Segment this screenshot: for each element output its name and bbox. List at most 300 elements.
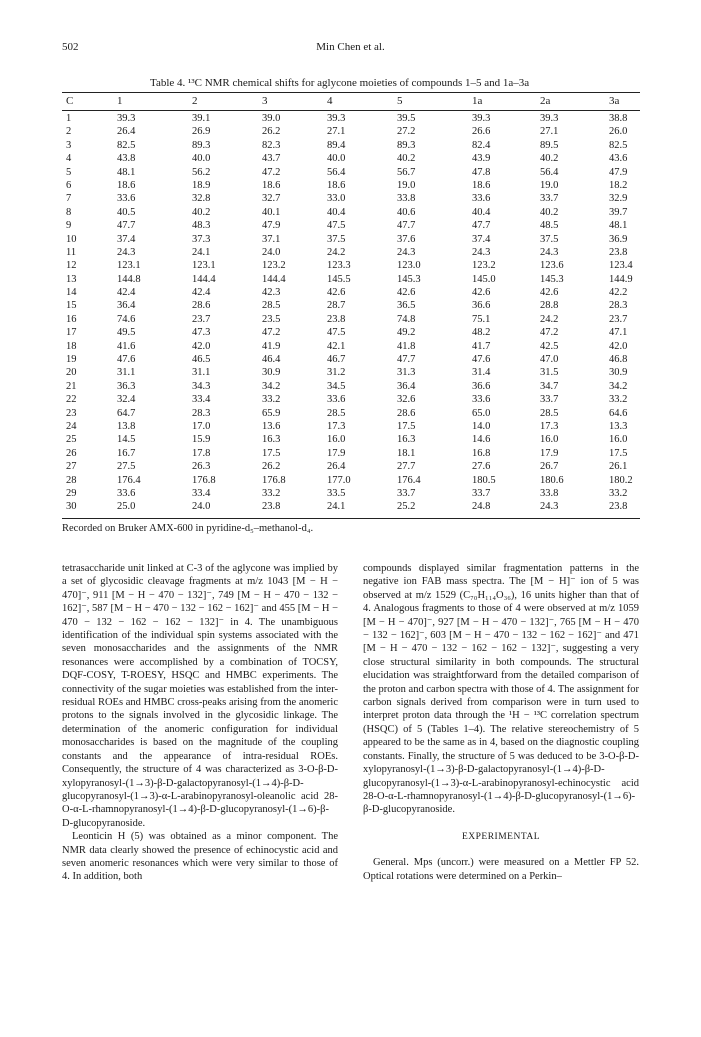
- shift-cell: 33.6: [472, 394, 491, 406]
- shift-cell: 82.5: [609, 139, 628, 151]
- shift-cell: 23.8: [609, 246, 628, 258]
- column-header: C: [66, 95, 74, 107]
- carbon-number-cell: 12: [66, 260, 77, 272]
- shift-cell: 38.8: [609, 113, 628, 124]
- shift-cell: 28.6: [192, 300, 211, 312]
- shift-cell: 27.1: [540, 126, 559, 138]
- shift-cell: 47.2: [262, 166, 281, 178]
- shift-cell: 176.8: [262, 474, 286, 486]
- right-column: [363, 562, 639, 883]
- shift-cell: 33.6: [117, 193, 136, 205]
- shift-cell: 46.7: [327, 354, 346, 366]
- shift-cell: 34.7: [540, 380, 559, 392]
- shift-cell: 30.9: [609, 367, 628, 379]
- shift-cell: 42.6: [397, 287, 416, 299]
- shift-cell: 37.6: [397, 233, 416, 245]
- column-header: 2: [192, 95, 198, 107]
- shift-cell: 31.4: [472, 367, 491, 379]
- shift-cell: 24.0: [192, 501, 211, 513]
- shift-cell: 27.7: [397, 461, 416, 473]
- table-row: [62, 286, 640, 299]
- carbon-number-cell: 13: [66, 273, 77, 285]
- shift-cell: 24.3: [117, 246, 136, 258]
- shift-cell: 25.0: [117, 501, 136, 513]
- shift-cell: 145.3: [397, 273, 421, 285]
- table-row: [62, 233, 640, 246]
- column-header: 5: [397, 95, 403, 107]
- shift-cell: 31.3: [397, 367, 416, 379]
- shift-cell: 42.0: [192, 340, 211, 352]
- carbon-number-cell: 17: [66, 327, 77, 339]
- shift-cell: 32.4: [117, 394, 136, 406]
- shift-cell: 24.1: [327, 501, 346, 513]
- table-row: [62, 326, 640, 339]
- shift-cell: 47.6: [472, 354, 491, 366]
- carbon-number-cell: 26: [66, 447, 77, 459]
- carbon-number-cell: 2: [66, 126, 72, 138]
- shift-cell: 14.0: [472, 420, 491, 432]
- shift-cell: 42.0: [609, 340, 628, 352]
- shift-cell: 56.4: [540, 166, 559, 178]
- carbon-number-cell: 8: [66, 206, 72, 218]
- shift-cell: 36.4: [117, 300, 136, 312]
- shift-cell: 34.5: [327, 380, 346, 392]
- shift-cell: 24.0: [262, 246, 281, 258]
- shift-cell: 26.2: [262, 126, 281, 138]
- shift-cell: 14.5: [117, 434, 136, 446]
- shift-cell: 47.3: [192, 327, 211, 339]
- shift-cell: 31.5: [540, 367, 559, 379]
- shift-cell: 144.4: [192, 273, 216, 285]
- carbon-number-cell: 28: [66, 474, 77, 486]
- shift-cell: 33.6: [472, 193, 491, 205]
- shift-cell: 39.3: [472, 113, 491, 124]
- shift-cell: 31.2: [327, 367, 346, 379]
- shift-cell: 144.4: [262, 273, 286, 285]
- shift-cell: 26.4: [327, 461, 346, 473]
- table-footnote: Recorded on Bruker AMX-600 in pyridine-d₅–methanol-d₄.: [62, 523, 314, 534]
- shift-cell: 40.1: [262, 206, 281, 218]
- column-header: 1: [117, 95, 123, 107]
- shift-cell: 33.7: [540, 394, 559, 406]
- table-caption: Table 4. ¹³C NMR chemical shifts for aglycone moieties of compounds 1–5 and 1a–3a: [150, 77, 530, 89]
- shift-cell: 39.5: [397, 113, 416, 124]
- table-row: [62, 380, 640, 393]
- shift-cell: 25.2: [397, 501, 416, 513]
- shift-cell: 16.0: [540, 434, 559, 446]
- running-head-authors: Min Chen et al.: [316, 41, 385, 53]
- shift-cell: 31.1: [117, 367, 136, 379]
- table-row: [62, 112, 640, 125]
- shift-cell: 18.9: [192, 179, 211, 191]
- shift-cell: 40.2: [540, 206, 559, 218]
- shift-cell: 48.3: [192, 220, 211, 232]
- shift-cell: 16.3: [262, 434, 281, 446]
- shift-cell: 24.8: [472, 501, 491, 513]
- shift-cell: 39.3: [117, 113, 136, 124]
- shift-cell: 33.7: [397, 487, 416, 499]
- shift-cell: 123.3: [327, 260, 351, 272]
- shift-cell: 48.5: [540, 220, 559, 232]
- shift-cell: 40.2: [192, 206, 211, 218]
- shift-cell: 26.6: [472, 126, 491, 138]
- shift-cell: 37.5: [327, 233, 346, 245]
- column-header: 4: [327, 95, 333, 107]
- shift-cell: 13.6: [262, 420, 281, 432]
- shift-cell: 24.1: [192, 246, 211, 258]
- shift-cell: 19.0: [540, 179, 559, 191]
- table-row: [62, 179, 640, 192]
- carbon-number-cell: 11: [66, 246, 77, 258]
- carbon-number-cell: 21: [66, 380, 77, 392]
- shift-cell: 32.7: [262, 193, 281, 205]
- shift-cell: 64.7: [117, 407, 136, 419]
- shift-cell: 28.3: [609, 300, 628, 312]
- carbon-number-cell: 25: [66, 434, 77, 446]
- shift-cell: 37.4: [117, 233, 136, 245]
- shift-cell: 144.8: [117, 273, 141, 285]
- shift-cell: 42.5: [540, 340, 559, 352]
- shift-cell: 40.5: [117, 206, 136, 218]
- shift-cell: 176.8: [192, 474, 216, 486]
- table-row: [62, 152, 640, 165]
- shift-cell: 26.0: [609, 126, 628, 138]
- shift-cell: 180.6: [540, 474, 564, 486]
- shift-cell: 49.5: [117, 327, 136, 339]
- shift-cell: 43.9: [472, 153, 491, 165]
- shift-cell: 46.4: [262, 354, 281, 366]
- shift-cell: 176.4: [117, 474, 141, 486]
- shift-cell: 18.6: [117, 179, 136, 191]
- right-paragraph-2: General. Mps (uncorr.) were measured on a Mettler FP 52. Optical rotations were determined on a Perkin–: [363, 857, 639, 882]
- shift-cell: 27.6: [472, 461, 491, 473]
- column-header: 3a: [609, 95, 620, 107]
- shift-cell: 89.5: [540, 139, 559, 151]
- shift-cell: 41.6: [117, 340, 136, 352]
- shift-cell: 65.9: [262, 407, 281, 419]
- shift-cell: 36.6: [472, 380, 491, 392]
- shift-cell: 17.5: [609, 447, 628, 459]
- carbon-number-cell: 10: [66, 233, 77, 245]
- shift-cell: 46.8: [609, 354, 628, 366]
- shift-cell: 28.3: [192, 407, 211, 419]
- shift-cell: 56.2: [192, 166, 211, 178]
- shift-cell: 26.1: [609, 461, 628, 473]
- shift-cell: 41.7: [472, 340, 491, 352]
- carbon-number-cell: 5: [66, 166, 72, 178]
- carbon-number-cell: 16: [66, 313, 77, 325]
- table-row: [62, 487, 640, 500]
- shift-cell: 28.5: [262, 300, 281, 312]
- shift-cell: 47.7: [472, 220, 491, 232]
- shift-cell: 47.8: [472, 166, 491, 178]
- table-row: [62, 313, 640, 326]
- shift-cell: 28.8: [540, 300, 559, 312]
- shift-cell: 17.0: [192, 420, 211, 432]
- table-body: [62, 112, 640, 514]
- shift-cell: 74.6: [117, 313, 136, 325]
- table-row: [62, 206, 640, 219]
- shift-cell: 31.1: [192, 367, 211, 379]
- shift-cell: 36.4: [397, 380, 416, 392]
- shift-cell: 24.3: [397, 246, 416, 258]
- shift-cell: 49.2: [397, 327, 416, 339]
- carbon-number-cell: 4: [66, 153, 72, 165]
- table-row: [62, 259, 640, 272]
- shift-cell: 33.6: [327, 394, 346, 406]
- shift-cell: 33.2: [609, 394, 628, 406]
- shift-cell: 82.3: [262, 139, 281, 151]
- shift-cell: 13.3: [609, 420, 628, 432]
- column-header: 1a: [472, 95, 483, 107]
- shift-cell: 41.8: [397, 340, 416, 352]
- shift-cell: 37.5: [540, 233, 559, 245]
- shift-cell: 18.2: [609, 179, 628, 191]
- shift-cell: 65.0: [472, 407, 491, 419]
- shift-cell: 40.2: [540, 153, 559, 165]
- shift-cell: 28.5: [327, 407, 346, 419]
- shift-cell: 14.6: [472, 434, 491, 446]
- shift-cell: 145.5: [327, 273, 351, 285]
- shift-cell: 47.7: [397, 220, 416, 232]
- table-row: [62, 474, 640, 487]
- carbon-number-cell: 30: [66, 501, 77, 513]
- shift-cell: 28.7: [327, 300, 346, 312]
- shift-cell: 34.2: [262, 380, 281, 392]
- shift-cell: 36.3: [117, 380, 136, 392]
- shift-cell: 82.5: [117, 139, 136, 151]
- table-header-row: [62, 94, 640, 109]
- shift-cell: 75.1: [472, 313, 491, 325]
- shift-cell: 36.9: [609, 233, 628, 245]
- table-row: [62, 500, 640, 513]
- shift-cell: 42.6: [540, 287, 559, 299]
- shift-cell: 40.0: [192, 153, 211, 165]
- shift-cell: 33.5: [327, 487, 346, 499]
- shift-cell: 33.2: [262, 487, 281, 499]
- shift-cell: 43.6: [609, 153, 628, 165]
- shift-cell: 47.7: [397, 354, 416, 366]
- shift-cell: 23.8: [327, 313, 346, 325]
- shift-cell: 18.1: [397, 447, 416, 459]
- table-row: [62, 192, 640, 205]
- page-number: 502: [62, 41, 79, 53]
- table-row: [62, 433, 640, 446]
- shift-cell: 33.7: [540, 193, 559, 205]
- shift-cell: 33.7: [472, 487, 491, 499]
- table-bottom-rule: [62, 518, 640, 519]
- shift-cell: 89.3: [192, 139, 211, 151]
- left-paragraph-2: Leonticin H (5) was obtained as a minor component. The NMR data clearly showed the presence of echinocystic acid and seven anomeric resonances which were very similar to those of 4. In addition, both: [62, 831, 338, 883]
- shift-cell: 47.5: [327, 327, 346, 339]
- shift-cell: 17.3: [327, 420, 346, 432]
- shift-cell: 23.7: [192, 313, 211, 325]
- shift-cell: 17.3: [540, 420, 559, 432]
- shift-cell: 28.5: [540, 407, 559, 419]
- table-row: [62, 139, 640, 152]
- shift-cell: 33.2: [262, 394, 281, 406]
- shift-cell: 42.1: [327, 340, 346, 352]
- shift-cell: 33.0: [327, 193, 346, 205]
- shift-cell: 82.4: [472, 139, 491, 151]
- shift-cell: 89.4: [327, 139, 346, 151]
- table-row: [62, 219, 640, 232]
- shift-cell: 64.6: [609, 407, 628, 419]
- running-head: [0, 41, 701, 57]
- shift-cell: 37.3: [192, 233, 211, 245]
- shift-cell: 18.6: [262, 179, 281, 191]
- shift-cell: 32.8: [192, 193, 211, 205]
- shift-cell: 24.2: [540, 313, 559, 325]
- shift-cell: 18.6: [327, 179, 346, 191]
- shift-cell: 26.9: [192, 126, 211, 138]
- table-row: [62, 407, 640, 420]
- shift-cell: 13.8: [117, 420, 136, 432]
- shift-cell: 47.2: [262, 327, 281, 339]
- column-header: 3: [262, 95, 268, 107]
- shift-cell: 26.3: [192, 461, 211, 473]
- shift-cell: 39.0: [262, 113, 281, 124]
- shift-cell: 74.8: [397, 313, 416, 325]
- shift-cell: 39.3: [327, 113, 346, 124]
- table-row: [62, 353, 640, 366]
- carbon-number-cell: 9: [66, 220, 72, 232]
- shift-cell: 24.2: [327, 246, 346, 258]
- shift-cell: 34.3: [192, 380, 211, 392]
- shift-cell: 16.0: [327, 434, 346, 446]
- shift-cell: 39.3: [540, 113, 559, 124]
- shift-cell: 26.2: [262, 461, 281, 473]
- shift-cell: 180.5: [472, 474, 496, 486]
- shift-cell: 18.6: [472, 179, 491, 191]
- table-row: [62, 273, 640, 286]
- shift-cell: 89.3: [397, 139, 416, 151]
- nmr-shift-table: [62, 94, 640, 514]
- shift-cell: 24.3: [540, 246, 559, 258]
- shift-cell: 23.8: [609, 501, 628, 513]
- carbon-number-cell: 6: [66, 179, 72, 191]
- shift-cell: 37.4: [472, 233, 491, 245]
- shift-cell: 123.2: [472, 260, 496, 272]
- shift-cell: 17.5: [397, 420, 416, 432]
- shift-cell: 123.6: [540, 260, 564, 272]
- carbon-number-cell: 18: [66, 340, 77, 352]
- shift-cell: 26.7: [540, 461, 559, 473]
- shift-cell: 33.6: [117, 487, 136, 499]
- right-paragraph-1: compounds displayed similar fragmentation patterns in the negative ion FAB mass spectra. The [M − H]⁻ ion of 5 was observed at m/z 1529 (C₇₀H₁₁₄O₃₆), 16 units higher than that of 4. Analogous fragments to those of 4 were observed at m/z 1059 [M − H − 470]⁻, 927 [M − H − 470 − 132]⁻, 765 [M − H − 470 − 132 − 162]⁻, 603 [M − H − 470 − 132 − 162 − 162]⁻ and 471 [M − H − 470 − 132 − 162 − 162 − 132]⁻, suggesting a very close structural similarity in both compounds. The structural elucidation was straightforward from the detailed comparison of the proton and carbon spectra with those of 4. The assignment for carbon signals derived from comparison were in turn used to interpret proton data through the ¹H − ¹³C correlation spectrum (HSQC) of 5 (Tables 1–4). The relative stereochemistry of 5 appeared to be the same as in 4, based on the diagnostic coupling constants. Finally, the structure of 5 was deduced to be 3-O-β-D-xylopyranosyl-(1→3)-β-D-galactopyranosyl-(1→4)-β-D-glucopyranosyl-(1→3)-α-L-arabinopyranosyl-echinocystic acid 28-O-α-L-rhamnopyranosyl-(1→4)-β-D-glucopyranosyl-(1→6)-β-D-glucopyranoside.: [363, 563, 639, 816]
- shift-cell: 48.1: [117, 166, 136, 178]
- shift-cell: 24.3: [540, 501, 559, 513]
- shift-cell: 47.9: [262, 220, 281, 232]
- shift-cell: 16.7: [117, 447, 136, 459]
- shift-cell: 32.6: [397, 394, 416, 406]
- shift-cell: 123.2: [262, 260, 286, 272]
- column-header: 2a: [540, 95, 551, 107]
- shift-cell: 145.3: [540, 273, 564, 285]
- table-row: [62, 460, 640, 473]
- shift-cell: 43.8: [117, 153, 136, 165]
- shift-cell: 56.7: [397, 166, 416, 178]
- shift-cell: 177.0: [327, 474, 351, 486]
- shift-cell: 16.8: [472, 447, 491, 459]
- shift-cell: 34.2: [609, 380, 628, 392]
- shift-cell: 180.2: [609, 474, 633, 486]
- shift-cell: 42.6: [327, 287, 346, 299]
- shift-cell: 42.4: [192, 287, 211, 299]
- shift-cell: 23.8: [262, 501, 281, 513]
- shift-cell: 28.6: [397, 407, 416, 419]
- left-paragraph-1: tetrasaccharide unit linked at C-3 of the aglycone was implied by a set of glycosidic cleavage fragments at m/z 1043 [M − H − 470]⁻, 911 [M − H − 470 − 132]⁻, 749 [M − H − 470 − 132 − 162]⁻, 587 [M − H − 470 − 132 − 162 − 162]⁻ and 455 [M − H − 470 − 132 − 162 − 162 − 132]⁻ in 4. The unambiguous identification of the individual spin systems associated with the seven monosaccharides and the assignments of the NMR resonances were accomplished by a combination of TOCSY, DQF-COSY, T-ROESY, HSQC and HMBC experiments. The connectivity of the sugar moieties was established from the inter-residual ROEs and HMBC cross-peaks arising from the anomeric protons to the signals involved in the glycosidic linkage. The determination of the anomeric configuration for individual monosaccharides is based on the magnitude of the coupling constants and the appearance of intra-residual ROEs. Consequently, the structure of 4 was characterized as 3-O-β-D-xylopyranosyl-(1→3)-β-D-galactopyranosyl-(1→4)-β-D-glucopyranosyl-(1→3)-α-L-arabinopyranosyl-oleanolic acid 28-O-α-L-rhamnopyranosyl-(1→4)-β-D-glucopyranosyl-(1→6)-β-D-glucopyranoside.: [62, 563, 338, 829]
- table-row: [62, 166, 640, 179]
- shift-cell: 47.7: [117, 220, 136, 232]
- shift-cell: 46.5: [192, 354, 211, 366]
- shift-cell: 40.4: [472, 206, 491, 218]
- shift-cell: 33.8: [540, 487, 559, 499]
- left-column: [62, 562, 338, 884]
- shift-cell: 40.2: [397, 153, 416, 165]
- shift-cell: 40.6: [397, 206, 416, 218]
- shift-cell: 47.0: [540, 354, 559, 366]
- shift-cell: 27.2: [397, 126, 416, 138]
- shift-cell: 17.5: [262, 447, 281, 459]
- shift-cell: 144.9: [609, 273, 633, 285]
- shift-cell: 47.9: [609, 166, 628, 178]
- table-row: [62, 366, 640, 379]
- shift-cell: 42.6: [472, 287, 491, 299]
- shift-cell: 23.7: [609, 313, 628, 325]
- carbon-number-cell: 3: [66, 139, 72, 151]
- shift-cell: 42.2: [609, 287, 628, 299]
- shift-cell: 33.4: [192, 394, 211, 406]
- table-row: [62, 420, 640, 433]
- shift-cell: 17.8: [192, 447, 211, 459]
- shift-cell: 40.4: [327, 206, 346, 218]
- table-row: [62, 246, 640, 259]
- carbon-number-cell: 23: [66, 407, 77, 419]
- shift-cell: 41.9: [262, 340, 281, 352]
- shift-cell: 23.5: [262, 313, 281, 325]
- shift-cell: 123.1: [117, 260, 141, 272]
- shift-cell: 24.3: [472, 246, 491, 258]
- shift-cell: 37.1: [262, 233, 281, 245]
- shift-cell: 123.1: [192, 260, 216, 272]
- shift-cell: 16.3: [397, 434, 416, 446]
- carbon-number-cell: 7: [66, 193, 72, 205]
- carbon-number-cell: 24: [66, 420, 77, 432]
- shift-cell: 42.4: [117, 287, 136, 299]
- carbon-number-cell: 22: [66, 394, 77, 406]
- carbon-number-cell: 14: [66, 287, 77, 299]
- carbon-number-cell: 27: [66, 461, 77, 473]
- shift-cell: 17.9: [540, 447, 559, 459]
- shift-cell: 36.5: [397, 300, 416, 312]
- shift-cell: 47.2: [540, 327, 559, 339]
- section-heading-experimental: EXPERIMENTAL: [461, 831, 541, 842]
- shift-cell: 145.0: [472, 273, 496, 285]
- shift-cell: 19.0: [397, 179, 416, 191]
- carbon-number-cell: 15: [66, 300, 77, 312]
- shift-cell: 27.1: [327, 126, 346, 138]
- shift-cell: 47.5: [327, 220, 346, 232]
- shift-cell: 26.4: [117, 126, 136, 138]
- shift-cell: 42.3: [262, 287, 281, 299]
- shift-cell: 32.9: [609, 193, 628, 205]
- shift-cell: 15.9: [192, 434, 211, 446]
- shift-cell: 48.2: [472, 327, 491, 339]
- table-row: [62, 125, 640, 138]
- shift-cell: 17.9: [327, 447, 346, 459]
- shift-cell: 48.1: [609, 220, 628, 232]
